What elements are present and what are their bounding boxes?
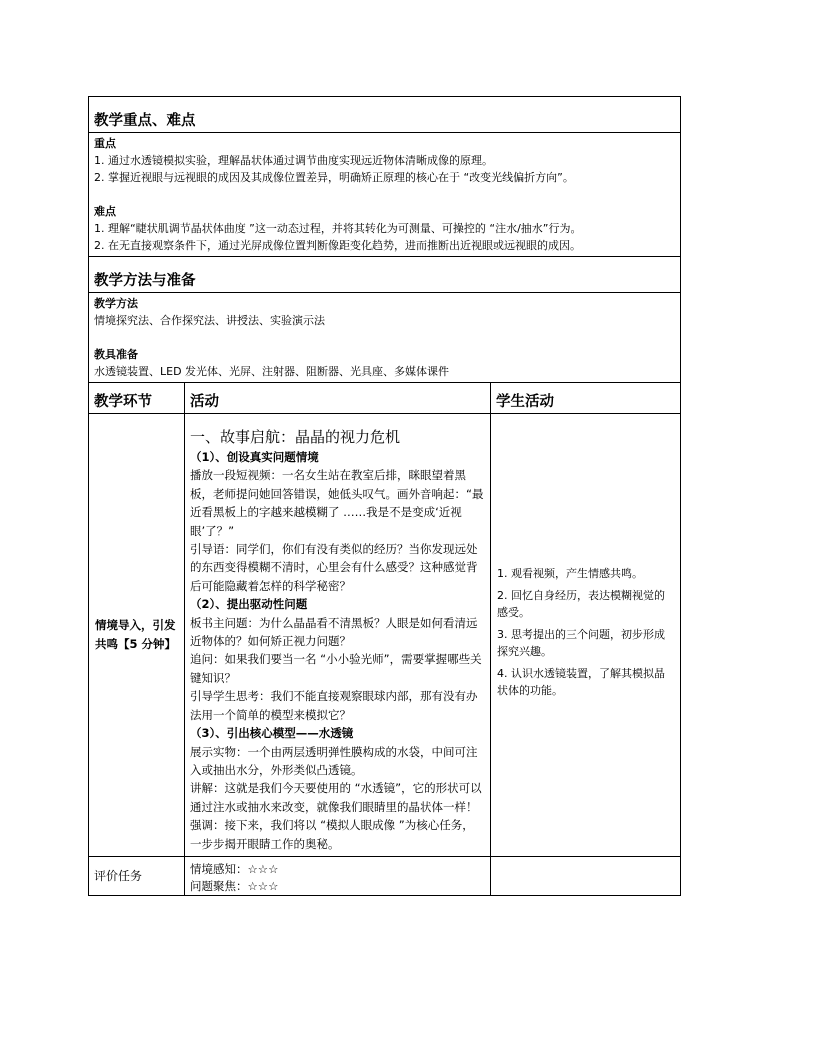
key-points-title: 重点 <box>94 137 116 150</box>
method-text: 情境探究法、合作探究法、讲授法、实验演示法 <box>94 314 325 327</box>
student-activity-item: 2. 回忆自身经历，表达模糊视觉的感受。 <box>497 589 665 620</box>
activity-subtitle: （2）、提出驱动性问题 <box>190 597 308 612</box>
activity-subtitle: （3）、引出核心模型——水透镜 <box>190 726 354 741</box>
student-activity-cell <box>491 414 681 857</box>
activity-paragraph: 追问：如果我们要当一名 “小小验光师”，需要掌握哪些关键知识？ <box>190 652 482 685</box>
col-header-activity: 活动 <box>185 383 491 414</box>
evaluation-item: 问题聚焦：☆☆☆ <box>190 878 279 893</box>
activity-title: 一、故事启航：晶晶的视力危机 <box>190 428 401 446</box>
method-title: 教学方法 <box>94 297 138 310</box>
col-header-stage: 教学环节 <box>89 383 185 414</box>
student-activity-item: 4. 认识水透镜装置，了解其模拟晶状体的功能。 <box>497 667 665 698</box>
tools-title: 教具准备 <box>94 348 138 361</box>
key-point-item: 2. 掌握近视眼与远视眼的成因及其成像位置差异，明确矫正原理的核心在于 “改变光线偏折方向”。 <box>94 171 574 184</box>
stage-name: 情境导入，引发共鸣【5 分钟】 <box>89 414 185 857</box>
difficult-point-item: 1. 理解“睫状肌调节晶状体曲度 ”这一动态过程，并将其转化为可测量、可操控的 “注水/抽水”行为。 <box>94 222 582 235</box>
student-activity-item: 3. 思考提出的三个问题，初步形成探究兴趣。 <box>497 628 665 659</box>
tools-text: 水透镜装置、LED 发光体、光屏、注射器、阻断器、光具座、多媒体课件 <box>94 365 450 378</box>
activity-paragraph: 板书主问题：为什么晶晶看不清黑板？人眼是如何看清远近物体的？如何矫正视力问题？ <box>190 615 478 649</box>
difficult-point-item: 2. 在无直接观察条件下，通过光屏成像位置判断像距变化趋势，进而推断出近视眼或远视眼的成因。 <box>94 239 581 252</box>
activity-paragraph: 展示实物：一个由两层透明弹性膜构成的水袋，中间可注入或抽出水分，外形类似凸透镜。 <box>190 744 478 777</box>
activity-paragraph: 讲解：这就是我们今天要使用的 “水透镜”，它的形状可以通过注水或抽水来改变，就像我们眼睛里的晶状体一样！ <box>190 781 482 814</box>
activity-subtitle: （1）、创设真实问题情境 <box>190 450 319 464</box>
evaluation-label: 评价任务 <box>89 856 185 895</box>
difficult-points-title: 难点 <box>94 205 116 218</box>
evaluation-item: 情境感知：☆☆☆ <box>190 861 279 876</box>
method-body <box>89 293 681 383</box>
focus-body <box>89 133 681 257</box>
focus-heading: 教学重点、难点 <box>89 97 681 133</box>
col-header-student: 学生活动 <box>491 383 681 414</box>
key-point-item: 1. 通过水透镜模拟实验，理解晶状体通过调节曲度实现远近物体清晰成像的原理。 <box>94 154 493 167</box>
lesson-plan-table <box>88 96 681 896</box>
activity-paragraph: 强调：接下来，我们将以 “模拟人眼成像 ”为核心任务，一步步揭开眼睛工作的奥秘。 <box>190 818 474 851</box>
evaluation-cell <box>185 856 491 895</box>
activity-cell <box>185 414 491 857</box>
activity-paragraph: 引导学生思考：我们不能直接观察眼球内部，那有没有办法用一个简单的模型来模拟它？ <box>190 689 478 722</box>
activity-paragraph: 播放一段短视频：一名女生站在教室后排，眯眼望着黑板，老师提问她回答错误，她低头叹气。画外音响起：“最近看黑板上的字越来越模糊了 ……我是不是变成‘近视眼’了？” <box>190 468 484 538</box>
evaluation-empty-cell <box>491 856 681 895</box>
method-heading: 教学方法与准备 <box>89 257 681 293</box>
student-activity-item: 1. 观看视频，产生情感共鸣。 <box>497 567 643 581</box>
activity-paragraph: 引导语：同学们，你们有没有类似的经历？当你发现远处的东西变得模糊不清时，心里会有什么感受？这种感觉背后可能隐藏着怎样的科学秘密？ <box>190 542 478 593</box>
